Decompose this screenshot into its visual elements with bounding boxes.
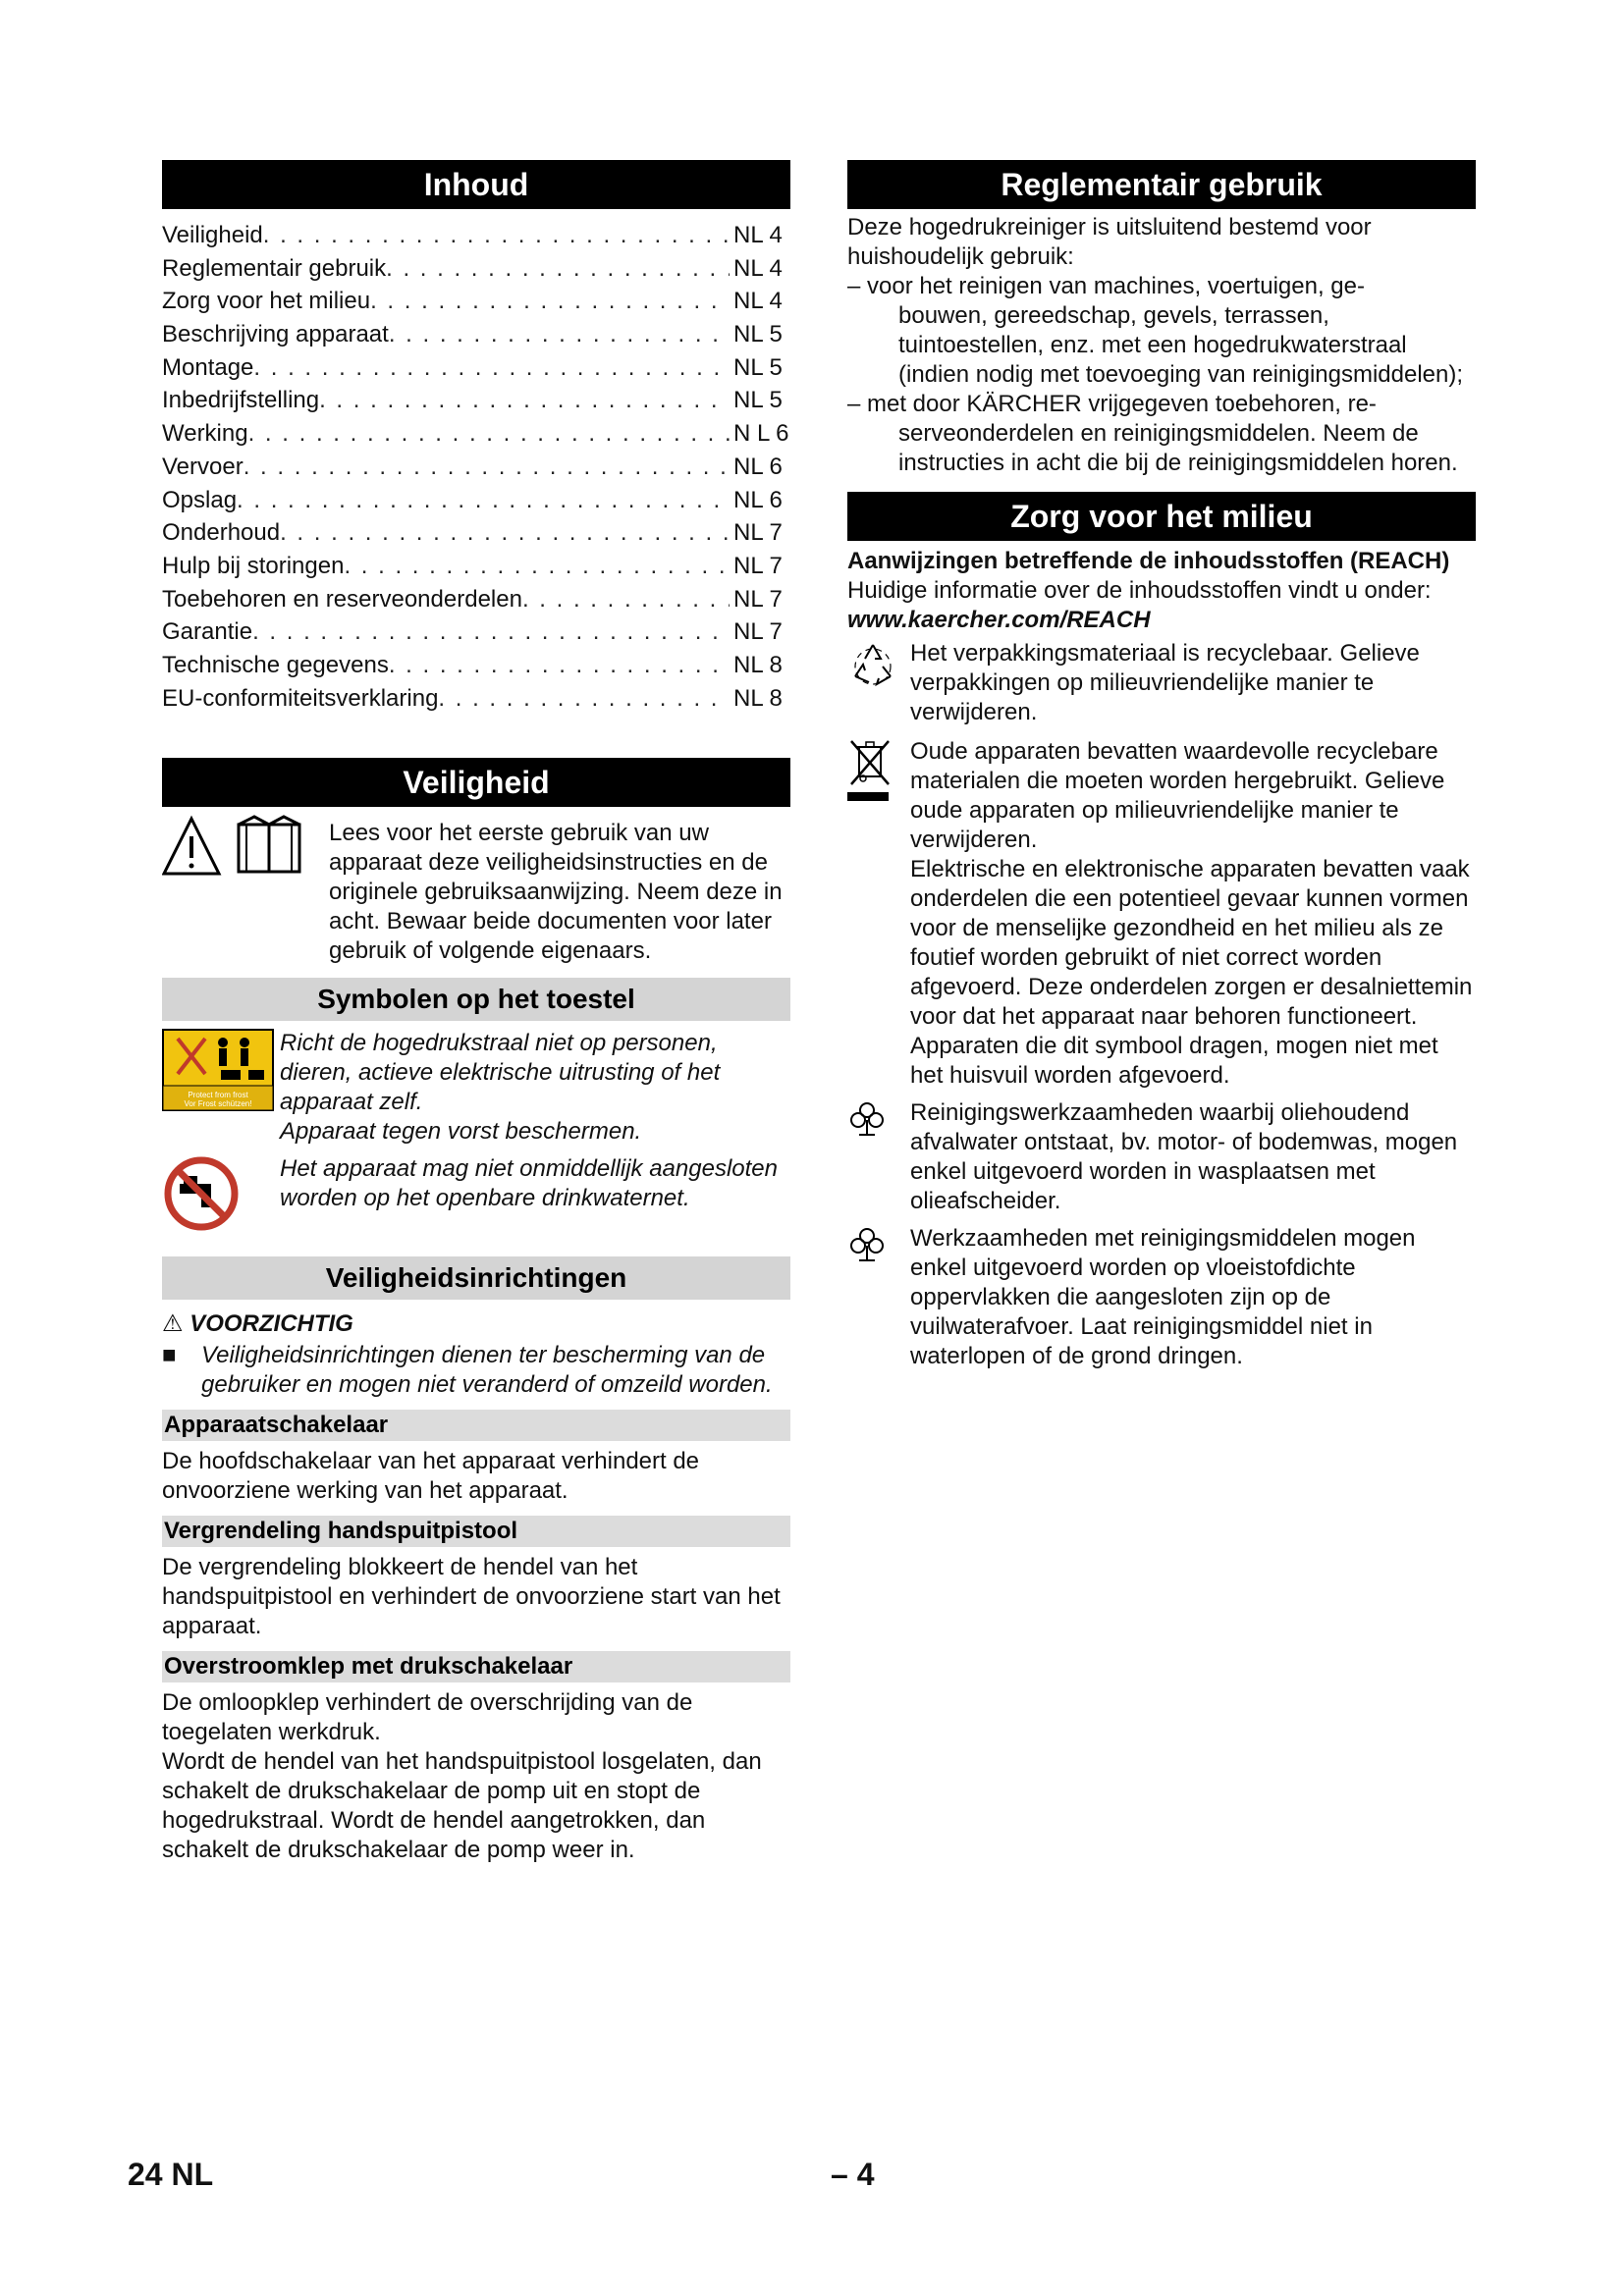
environment-tree-icon bbox=[847, 1098, 887, 1138]
switch-text: De hoofdschakelaar van het apparaat verhindert de onvoorziene werking van het apparaat. bbox=[162, 1448, 700, 1505]
toc-entry-page: NL 4 bbox=[733, 288, 783, 315]
bullet-square-icon: ■ bbox=[162, 1342, 177, 1369]
table-of-contents bbox=[162, 219, 790, 715]
toc-entry-title: Werking bbox=[162, 420, 248, 448]
toc-dot-leader bbox=[438, 682, 730, 716]
bin-underline-bar bbox=[847, 792, 889, 801]
toc-entry[interactable] bbox=[162, 384, 790, 417]
toc-entry[interactable] bbox=[162, 451, 790, 484]
toc-entry-page: NL 5 bbox=[733, 321, 783, 348]
recycle-icon bbox=[847, 639, 898, 690]
toc-dot-leader bbox=[522, 583, 730, 616]
old-devices-text-1: Oude apparaten bevatten waardevolle recyclebare materialen die moeten worden hergebruikt. Gelieve oude apparaten op milieuvriendelijke manier te verwijderen. bbox=[910, 738, 1445, 853]
toc-entry-title: Inbedrijfstelling bbox=[162, 387, 320, 414]
old-devices-text-2: Elektrische en elektronische apparaten bevatten vaak onderdelen die een potentieel gevaar kunnen vormen voor de menselijke gezondheid en het milieu als ze foutief worden gebruikt of niet correct worden afgevoerd. Deze onderdelen zorgen er desalniettemin voor dat het apparaat naar behoren functioneert. Apparaten die dit symbool dragen, mogen niet met het huisvuil worden afgevoerd. bbox=[910, 856, 1473, 1089]
toc-entry[interactable] bbox=[162, 583, 790, 616]
packaging-row bbox=[847, 639, 1476, 727]
reach-text: Huidige informatie over de inhoudsstoffen vindt u onder: bbox=[847, 577, 1432, 604]
symbol-1-warning-text: Richt de hogedrukstraal niet op personen, dieren, actieve elektrische uitrusting of het apparaat zelf. bbox=[280, 1030, 721, 1116]
symbol-row-1 bbox=[162, 1029, 790, 1147]
toc-entry[interactable] bbox=[162, 351, 790, 385]
toc-dot-leader bbox=[248, 417, 730, 451]
footer-page-number: – 4 bbox=[831, 2157, 875, 2192]
caution-triangle-icon: ⚠ bbox=[162, 1310, 184, 1338]
detergents-row bbox=[847, 1224, 1476, 1371]
environment-tree-icon bbox=[847, 1224, 887, 1263]
symbol-2-text: Het apparaat mag niet onmiddellijk aangesloten worden op het openbare drinkwaternet. bbox=[280, 1155, 778, 1212]
toc-entry[interactable] bbox=[162, 252, 790, 286]
lock-text: De vergrendeling blokkeert de hendel van het handspuitpistool en verhindert de onvoorziene start van het apparaat. bbox=[162, 1554, 781, 1640]
no-drinking-water-connection-icon bbox=[162, 1154, 280, 1241]
toc-entry[interactable] bbox=[162, 219, 790, 252]
toc-entry-title: Toebehoren en reserveonderdelen bbox=[162, 585, 522, 613]
toc-dot-leader bbox=[389, 318, 730, 351]
detergents-text: Werkzaamheden met reinigingsmiddelen mogen enkel uitgevoerd worden op vloeistofdichte oppervlakken die aangesloten zijn op de vuilwaterafvoer. Laat reinigingsmiddel niet in waterlopen of de grond dringen. bbox=[910, 1225, 1416, 1369]
toc-entry-title: Reglementair gebruik bbox=[162, 254, 387, 282]
high-pressure-warning-label bbox=[162, 1029, 280, 1147]
use-item-1: – voor het reinigen van machines, voertuigen, ge- bouwen, gereedschap, gevels, terrassen, tuintoestellen, enz. met een hogedrukwaterstraal (indien nodig met toevoeging van reinigingsmiddelen); bbox=[847, 273, 1464, 388]
toc-entry-page: NL 7 bbox=[733, 519, 783, 547]
toc-entry[interactable] bbox=[162, 285, 790, 318]
toc-entry-page: NL 4 bbox=[733, 222, 783, 248]
safety-devices-bullet: ■ Veiligheidsinrichtingen dienen ter bescherming van de gebruiker en mogen niet veranderd of omzeild worden. bbox=[162, 1342, 773, 1399]
toc-entry-page: NL 7 bbox=[733, 585, 783, 613]
toc-entry-title: Onderhoud bbox=[162, 519, 281, 547]
toc-entry-title: Hulp bij storingen bbox=[162, 552, 345, 579]
left-column bbox=[162, 160, 790, 1865]
toc-entry-title: Montage bbox=[162, 353, 254, 381]
valve-text-2: Wordt de hendel van het handspuitpistool losgelaten, dan schakelt de drukschakelaar de pomp uit en stopt de hogedrukstraal. Wordt de hendel aangetrokken, dan schakelt de drukschakelaar de pomp weer in. bbox=[162, 1748, 762, 1864]
reach-link[interactable]: www.kaercher.com/REACH bbox=[847, 607, 1151, 633]
oil-water-row bbox=[847, 1098, 1476, 1216]
right-column bbox=[847, 160, 1476, 1371]
toc-entry-page: NL 4 bbox=[733, 254, 783, 282]
use-item-2: – met door KÄRCHER vrijgegeven toebehoren, re- serveonderdelen en reinigingsmiddelen. Neem de instructies in acht die bij de reinigingsmiddelen horen. bbox=[847, 391, 1458, 476]
toc-entry-page: NL 8 bbox=[733, 651, 783, 678]
safety-intro-block bbox=[162, 815, 790, 966]
toc-dot-leader bbox=[386, 252, 730, 286]
toc-entry[interactable] bbox=[162, 649, 790, 682]
toc-dot-leader bbox=[370, 285, 730, 318]
toc-dot-leader bbox=[389, 649, 730, 682]
safety-devices-heading: Veiligheidsinrichtingen bbox=[162, 1256, 790, 1300]
symbol-row-1-text bbox=[280, 1029, 790, 1147]
environment-heading: Zorg voor het milieu bbox=[847, 492, 1476, 541]
old-devices-row bbox=[847, 737, 1476, 1091]
toc-entry[interactable] bbox=[162, 484, 790, 517]
use-heading: Reglementair gebruik bbox=[847, 160, 1476, 209]
toc-dot-leader bbox=[319, 384, 730, 417]
toc-dot-leader bbox=[263, 219, 730, 252]
toc-entry-title: EU-conformiteitsverklaring bbox=[162, 684, 439, 712]
toc-dot-leader bbox=[253, 351, 730, 385]
toc-dot-leader bbox=[244, 451, 730, 484]
switch-subheading: Apparaatschakelaar bbox=[162, 1410, 790, 1441]
symbol-row-2 bbox=[162, 1154, 790, 1241]
crossed-bin-icon bbox=[847, 737, 893, 788]
safety-intro-text: Lees voor het eerste gebruik van uw apparaat deze veiligheidsinstructies en de originele gebruiksaanwijzing. Neem deze in acht. Bewaar beide documenten voor later gebruik of volgende eigenaars. bbox=[329, 820, 783, 965]
reach-title: Aanwijzingen betreffende de inhoudsstoffen (REACH) bbox=[847, 548, 1450, 574]
toc-entry-page: NL 7 bbox=[733, 618, 783, 646]
toc-entry-title: Beschrijving apparaat bbox=[162, 321, 389, 348]
toc-entry-title: Vervoer bbox=[162, 453, 244, 480]
footer-page-label: 24 NL bbox=[128, 2157, 214, 2192]
warning-and-manual-icons bbox=[162, 815, 309, 878]
toc-entry[interactable] bbox=[162, 550, 790, 583]
toc-dot-leader bbox=[252, 615, 730, 649]
use-intro: Deze hogedrukreiniger is uitsluitend bestemd voor huishoudelijk gebruik: bbox=[847, 214, 1372, 270]
packaging-text: Het verpakkingsmateriaal is recyclebaar. Gelieve verpakkingen op milieuvriendelijke manier te verwijderen. bbox=[910, 640, 1420, 725]
toc-entry[interactable] bbox=[162, 318, 790, 351]
toc-entry-title: Garantie bbox=[162, 618, 253, 646]
toc-entry-title: Opslag bbox=[162, 486, 238, 513]
toc-entry[interactable] bbox=[162, 417, 790, 451]
toc-entry-title: Veiligheid bbox=[162, 222, 263, 248]
toc-entry-page: NL 5 bbox=[733, 353, 783, 381]
toc-entry-page: NL 6 bbox=[733, 486, 783, 513]
toc-heading: Inhoud bbox=[162, 160, 790, 209]
toc-entry-title: Technische gegevens bbox=[162, 651, 389, 678]
toc-entry[interactable] bbox=[162, 516, 790, 550]
valve-subheading: Overstroomklep met drukschakelaar bbox=[162, 1651, 790, 1682]
toc-entry-page: N L 6 bbox=[733, 420, 789, 448]
toc-entry[interactable] bbox=[162, 682, 790, 716]
oil-water-text: Reinigingswerkzaamheden waarbij oliehoudend afvalwater ontstaat, bv. motor- of bodemwas, mogen enkel uitgevoerd worden in wasplaatsen met olieafscheider. bbox=[910, 1099, 1458, 1214]
frost-label-line-1: Protect from frost bbox=[188, 1091, 248, 1100]
lock-subheading: Vergrendeling handspuitpistool bbox=[162, 1516, 790, 1547]
toc-entry[interactable] bbox=[162, 615, 790, 649]
valve-text-1: De omloopklep verhindert de overschrijding van de toegelaten werkdruk. bbox=[162, 1689, 693, 1746]
manual-book-icon bbox=[235, 815, 303, 878]
symbol-1-frost-text: Apparaat tegen vorst beschermen. bbox=[280, 1118, 642, 1146]
frost-label-line-2: Vor Frost schützen! bbox=[184, 1099, 252, 1109]
toc-entry-page: NL 8 bbox=[733, 684, 783, 712]
toc-entry-page: NL 7 bbox=[733, 552, 783, 579]
toc-dot-leader bbox=[280, 516, 730, 550]
caution-label: ⚠ VOORZICHTIG bbox=[162, 1310, 353, 1338]
safety-heading: Veiligheid bbox=[162, 758, 790, 807]
toc-dot-leader bbox=[237, 484, 730, 517]
toc-entry-page: NL 6 bbox=[733, 453, 783, 480]
toc-entry-page: NL 5 bbox=[733, 387, 783, 414]
toc-dot-leader bbox=[344, 550, 730, 583]
toc-entry-title: Zorg voor het milieu bbox=[162, 288, 371, 315]
symbols-heading: Symbolen op het toestel bbox=[162, 978, 790, 1021]
